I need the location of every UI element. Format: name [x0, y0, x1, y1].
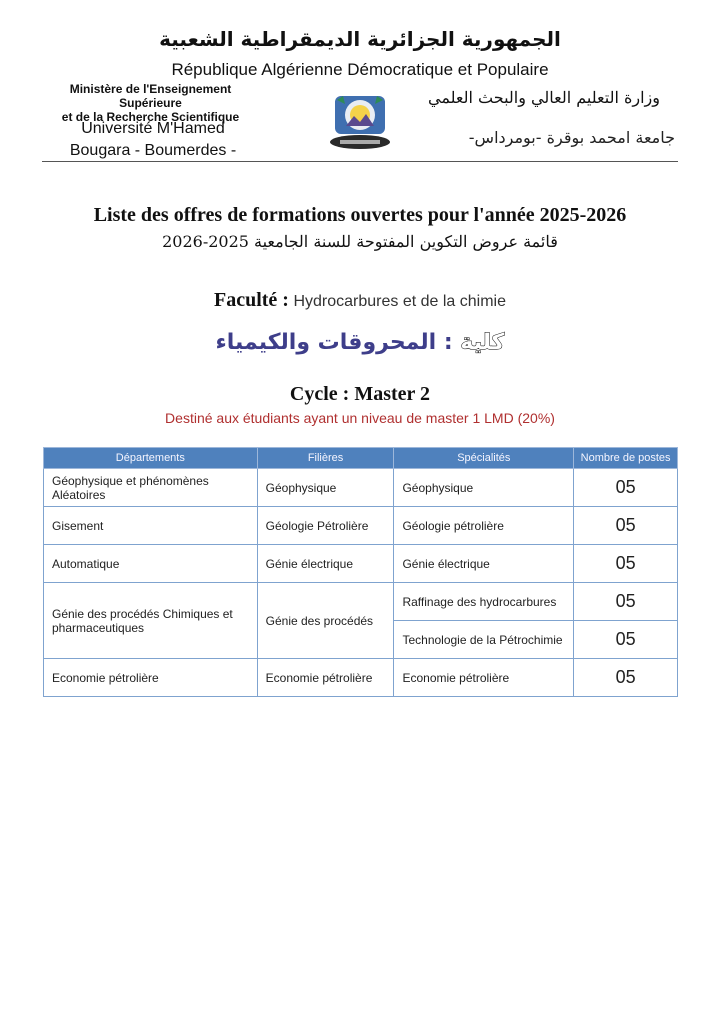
header-nombre-postes: Nombre de postes — [574, 448, 678, 469]
table-row — [44, 583, 678, 621]
page-title-ar: قائمة عروض التكوين المفتوحة للسنة الجامعية 2025-2026 — [162, 232, 558, 251]
cell-postes: 05 — [574, 507, 678, 545]
cell-postes: 05 — [574, 659, 678, 697]
cell-postes: 05 — [574, 621, 678, 659]
ministry-ar: وزارة التعليم العالي والبحث العلمي — [428, 88, 660, 107]
university-fr-line1: Université M'Hamed — [81, 120, 225, 137]
cell-departement: Géophysique et phénomènes Aléatoires — [44, 469, 258, 507]
header-departements: Départements — [44, 448, 258, 469]
cell-specialite: Technologie de la Pétrochimie — [394, 621, 574, 659]
table-row — [44, 545, 678, 583]
republic-name-fr: République Algérienne Démocratique et Populaire — [171, 60, 549, 79]
header-specialites: Spécialités — [394, 448, 574, 469]
cell-departement: Automatique — [44, 545, 258, 583]
table-header-row — [44, 448, 678, 469]
cell-departement: Economie pétrolière — [44, 659, 258, 697]
table-row — [44, 507, 678, 545]
faculty-name-ar: : المحروقات والكيمياء — [215, 330, 453, 355]
cell-departement: Gisement — [44, 507, 258, 545]
page-title-fr: Liste des offres de formations ouvertes pour l'année 2025-2026 — [93, 204, 627, 226]
university-fr-line2: Bougara - Boumerdes - — [69, 142, 237, 159]
ministry-fr-line1: Ministère de l'Enseignement Supérieure — [69, 82, 232, 110]
destined-note: Destiné aux étudiants ayant un niveau de master 1 LMD (20%) — [165, 410, 555, 426]
header-filieres: Filières — [257, 448, 394, 469]
faculty-label-ar: كلية — [460, 330, 505, 355]
table-row — [44, 469, 678, 507]
faculty-label-fr: Faculté : — [214, 289, 289, 311]
cell-specialite: Géologie pétrolière — [394, 507, 574, 545]
cell-postes: 05 — [574, 469, 678, 507]
republic-name-ar: الجمهورية الجزائرية الديمقراطية الشعبية — [159, 27, 561, 51]
header-divider — [42, 161, 678, 162]
faculty-line-ar — [0, 330, 720, 355]
cell-filiere: Génie électrique — [257, 545, 394, 583]
cell-postes: 05 — [574, 583, 678, 621]
cell-postes: 05 — [574, 545, 678, 583]
cell-departement: Génie des procédés Chimiques et pharmaceutiques — [44, 583, 258, 659]
cycle-heading: Cycle : Master 2 — [289, 383, 431, 405]
university-ar: جامعة امحمد بوقرة -بومرداس- — [468, 128, 675, 147]
faculty-name-fr: Hydrocarbures et de la chimie — [293, 293, 506, 310]
cell-filiere: Géologie Pétrolière — [257, 507, 394, 545]
ministry-fr-line2: et de la Recherche Scientifique — [61, 110, 240, 124]
cell-specialite: Génie électrique — [394, 545, 574, 583]
cell-filiere: Génie des procédés — [257, 583, 394, 659]
cell-filiere: Economie pétrolière — [257, 659, 394, 697]
cell-specialite: Géophysique — [394, 469, 574, 507]
cell-specialite: Economie pétrolière — [394, 659, 574, 697]
offers-table — [43, 447, 678, 697]
table-row — [44, 659, 678, 697]
cell-filiere: Géophysique — [257, 469, 394, 507]
faculty-line-fr — [0, 289, 720, 312]
cell-specialite: Raffinage des hydrocarbures — [394, 583, 574, 621]
university-logo — [326, 94, 394, 154]
university-fr — [48, 118, 258, 162]
